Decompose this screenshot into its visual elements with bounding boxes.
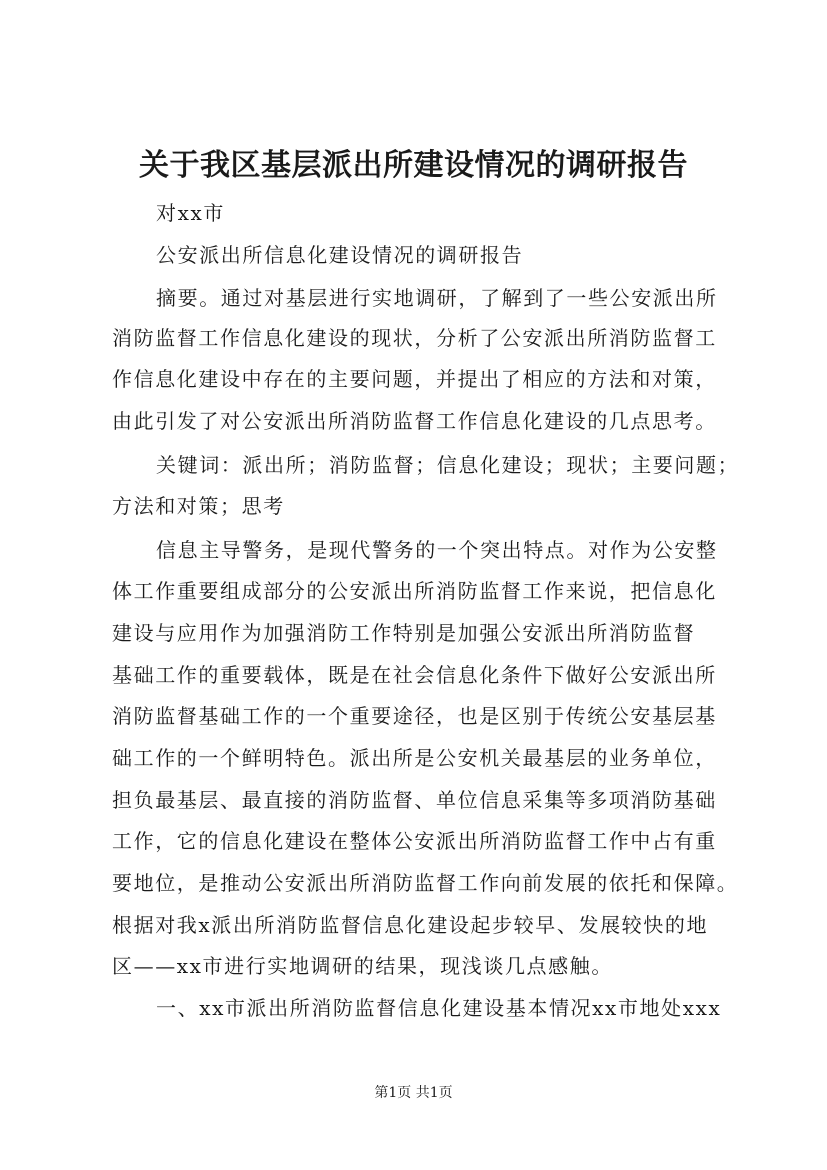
page-footer: 第1页 共1页	[374, 1085, 453, 1101]
paragraph-line: 方法和对策；思考	[112, 494, 285, 518]
paragraph-line: 消防监督基础工作的一个重要途径，也是区别于传统公安基层基	[112, 704, 717, 728]
paragraph-line: 根据对我x派出所消防监督信息化建设起步较早、发展较快的地	[112, 913, 709, 937]
paragraph-line: 公安派出所信息化建设情况的调研报告	[156, 243, 524, 267]
paragraph-line: 作信息化建设中存在的主要问题，并提出了相应的方法和对策，	[112, 367, 717, 391]
paragraph-line: 工作，它的信息化建设在整体公安派出所消防监督工作中占有重	[112, 829, 717, 853]
paragraph-line: 消防监督工作信息化建设的现状，分析了公安派出所消防监督工	[112, 326, 717, 350]
paragraph-line: 对xx市	[156, 201, 225, 225]
document-title: 关于我区基层派出所建设情况的调研报告	[139, 148, 688, 183]
paragraph-line: 信息主导警务，是现代警务的一个突出特点。对作为公安整	[156, 538, 718, 562]
paragraph-line: 区——xx市进行实地调研的结果，现浅谈几点感触。	[112, 954, 613, 978]
paragraph-line: 建设与应用作为加强消防工作特别是加强公安派出所消防监督	[112, 621, 696, 645]
paragraph-line: 担负最基层、最直接的消防监督、单位信息采集等多项消防基础	[112, 788, 717, 812]
paragraph-line: 要地位，是推动公安派出所消防监督工作向前发展的依托和保障。	[112, 871, 739, 895]
paragraph-line: 础工作的一个鲜明特色。派出所是公安机关最基层的业务单位，	[112, 746, 717, 770]
paragraph-line: 由此引发了对公安派出所消防监督工作信息化建设的几点思考。	[112, 409, 717, 433]
paragraph-line: 关键词：派出所；消防监督；信息化建设；现状；主要问题；	[156, 453, 740, 477]
paragraph-line: 一、xx市派出所消防监督信息化建设基本情况xx市地处xxx	[156, 996, 722, 1020]
paragraph-line: 体工作重要组成部分的公安派出所消防监督工作来说，把信息化	[112, 579, 717, 603]
paragraph-line: 摘要。通过对基层进行实地调研，了解到了一些公安派出所	[156, 286, 718, 310]
paragraph-line: 基础工作的重要载体，既是在社会信息化条件下做好公安派出所	[112, 663, 717, 687]
